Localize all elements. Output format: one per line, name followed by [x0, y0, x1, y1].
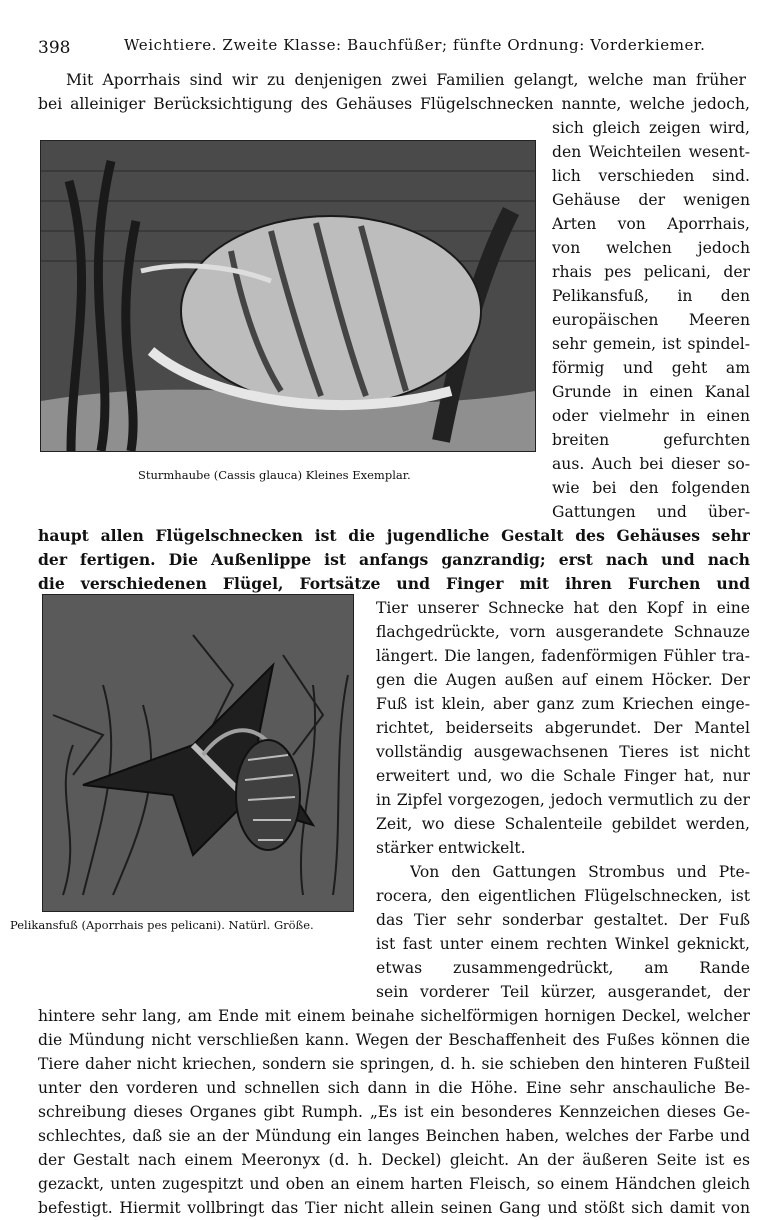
page-header [38, 28, 752, 56]
text-line: Arten von Aporrhais, [552, 215, 750, 233]
text-line: schreibung dieses Organes gibt Rumph. „Es ist ein besonderes Kennzeichen dieses Ge- [38, 1103, 750, 1121]
book-page [10, 28, 752, 1217]
text-line: der Gestalt nach einem Meeronyx (d. h. Deckel) gleicht. An der äußeren Seite ist es [38, 1151, 750, 1169]
text-line: rocera, den eigentlichen Flügelschnecken, ist [376, 887, 750, 905]
text-line: befestigt. Hiermit vollbringt das Tier nicht allein seinen Gang und stößt sich damit von [38, 1199, 750, 1217]
text-line: aus. Auch bei dieser so- [552, 455, 750, 473]
text-line: schlechtes, daß sie an der Mündung ein langes Beinchen haben, welches der Farbe und [38, 1127, 750, 1145]
figure-cassis-illustration [40, 140, 536, 452]
figure-aporrhais-illustration [42, 594, 354, 912]
text-line: Zeit, wo diese Schalenteile gebildet werden, [376, 815, 750, 833]
text-line: in Zipfel vorgezogen, jedoch vermutlich zu der [376, 791, 750, 809]
text-line: der fertigen. Die Außenlippe ist anfangs ganzrandig; erst nach und nach [38, 550, 750, 569]
text-line: gen die Augen außen auf einem Höcker. Der [376, 671, 750, 689]
text-line: Von den Gattungen Strombus und Pte- [410, 863, 750, 881]
text-line: richtet, beiderseits abgerundet. Der Mantel [376, 719, 750, 737]
text-line: Gehäuse der wenigen [552, 191, 750, 209]
text-line: vollständig ausgewachsenen Tieres ist nicht [376, 743, 750, 761]
cassis-shell-icon [41, 141, 535, 451]
figure-caption-aporrhais: Pelikansfuß (Aporrhais pes pelicani). Natürl. Größe. [10, 918, 314, 932]
text-line: erweitert und, wo die Schale Finger hat, nur [376, 767, 750, 785]
text-line: flachgedrückte, vorn ausgerandete Schnauze [376, 623, 750, 641]
text-line: lich verschieden sind. [552, 167, 750, 185]
text-line: die Mündung nicht verschließen kann. Wegen der Beschaffenheit des Fußes können die [38, 1031, 750, 1049]
text-line: hintere sehr lang, am Ende mit einem beinahe sichelförmigen hornigen Deckel, welcher [38, 1007, 750, 1025]
text-line: Gattungen und über- [552, 503, 750, 521]
text-line: Pelikansfuß, in den [552, 287, 750, 305]
text-line: rhais pes pelicani, der [552, 263, 750, 281]
figure-caption-cassis: Sturmhaube (Cassis glauca) Kleines Exemplar. [138, 468, 411, 482]
text-line: das Tier sehr sonderbar gestaltet. Der Fuß [376, 911, 750, 929]
text-line: ist fast unter einem rechten Winkel geknickt, [376, 935, 750, 953]
text-line: sich gleich zeigen wird, [552, 119, 750, 137]
text-line: die verschiedenen Flügel, Fortsätze und Finger mit ihren Furchen und [38, 574, 750, 593]
text-line: längert. Die langen, fadenförmigen Fühler tra- [376, 647, 750, 665]
text-line: etwas zusammengedrückt, am Rande [376, 959, 750, 977]
text-line: wie bei den folgenden [552, 479, 750, 497]
text-line: von welchen jedoch [552, 239, 750, 257]
text-line: oder vielmehr in einen [552, 407, 750, 425]
text-line: Tier unserer Schnecke hat den Kopf in eine [376, 599, 750, 617]
text-line: Fuß ist klein, aber ganz zum Kriechen einge- [376, 695, 750, 713]
text-line: förmig und geht am [552, 359, 750, 377]
text-line: den Weichteilen wesent- [552, 143, 750, 161]
text-line: europäischen Meeren [552, 311, 750, 329]
page-number: 398 [38, 38, 71, 58]
text-line: Tiere daher nicht kriechen, sondern sie springen, d. h. sie schieben den hinteren Fußteil [38, 1055, 750, 1073]
text-line: sein vorderer Teil kürzer, ausgerandet, der [376, 983, 750, 1001]
text-line: gezackt, unten zugespitzt und oben an einem harten Fleisch, so einem Händchen gleich [38, 1175, 750, 1193]
text-line: sehr gemein, ist spindel- [552, 335, 750, 353]
text-line: stärker entwickelt. [376, 839, 526, 857]
text-line: Mit Aporrhais sind wir zu denjenigen zwei Familien gelangt, welche man früher [66, 71, 746, 89]
aporrhais-shell-icon [43, 595, 353, 911]
text-line: breiten gefurchten [552, 431, 750, 449]
text-line: unter den vorderen und schnellen sich dann in die Höhe. Eine sehr anschauliche Be- [38, 1079, 750, 1097]
running-head: Weichtiere. Zweite Klasse: Bauchfüßer; fünfte Ordnung: Vorderkiemer. [124, 36, 706, 54]
text-line: haupt allen Flügelschnecken ist die jugendliche Gestalt des Gehäuses sehr [38, 526, 750, 545]
text-line: Grunde in einen Kanal [552, 383, 750, 401]
text-line: bei alleiniger Berücksichtigung des Gehäuses Flügelschnecken nannte, welche jedoch, [38, 95, 750, 113]
